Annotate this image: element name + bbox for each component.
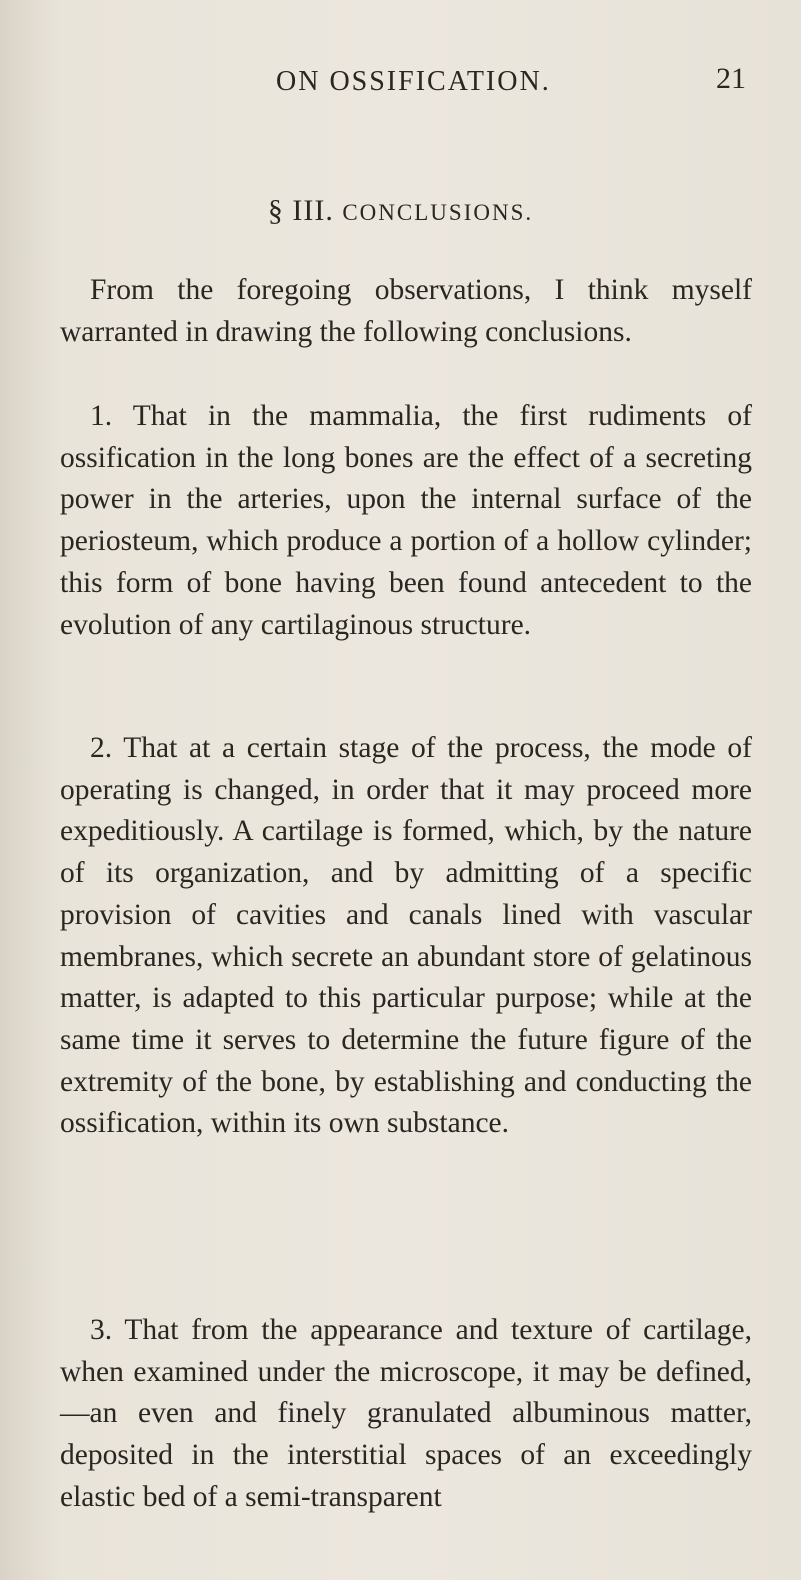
conclusion-3-block (60, 1310, 752, 1519)
section-numeral: III. (292, 194, 334, 227)
conclusion-2-paragraph: 2. That at a certain stage of the process, the mode of operating is changed, in order that it may proceed more expeditiously. A cartilage is formed, which, by the nature of its organization, and by admitting of a specific provision of cavities and canals lined with vascular membranes, which secrete an abundant store of gelatinous matter, is adapted to this particular purpose; while at the same time it serves to determine the future figure of the extremity of the bone, by establishing and conducting the ossification, within its own substance. (60, 732, 752, 1140)
conclusion-3-paragraph: 3. That from the appearance and texture of cartilage, when examined under the microscope, it may be defined,—an even and finely granulated albuminous matter, deposited in the interstitial spaces of an exceedingly elastic bed of a semi-transparent (60, 1314, 752, 1513)
section-mark: § (267, 194, 284, 227)
conclusion-1-paragraph: 1. That in the mammalia, the first rudiments of ossification in the long bones are the effect of a secreting power in the arteries, upon the internal surface of the periosteum, which produce a portion of a hollow cylinder; this form of bone having been found antecedent to the evolution of any cartilaginous structure. (60, 400, 752, 641)
intro-paragraph: From the foregoing observations, I think myself warranted in drawing the following conclusions. (60, 274, 752, 348)
section-title: CONCLUSIONS. (342, 200, 534, 225)
running-title: ON OSSIFICATION. (276, 66, 551, 97)
intro-paragraph-block (60, 270, 752, 353)
conclusion-2-block (60, 728, 752, 1145)
section-heading (0, 194, 801, 228)
running-head (0, 62, 801, 106)
conclusion-1-block (60, 396, 752, 646)
page-number: 21 (716, 62, 746, 95)
